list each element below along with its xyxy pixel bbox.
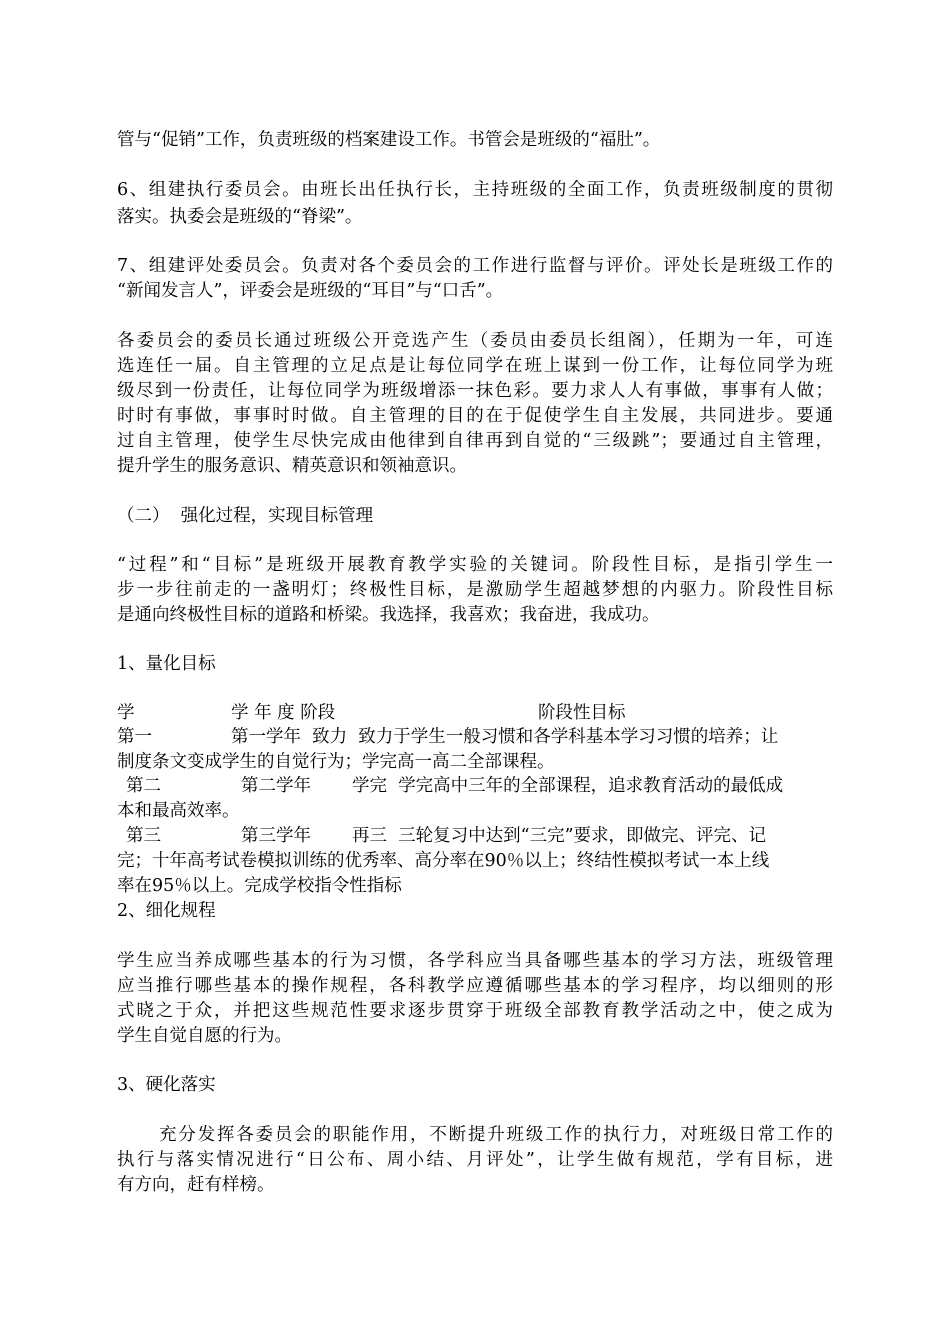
paragraph-line: 充分发挥各委员会的职能作用，不断提升班级工作的执行力，对班级日常工作的 xyxy=(159,1125,833,1145)
paragraph-line: 管与“促销”工作，负责班级的档案建设工作。书管会是班级的“福肚”。 xyxy=(117,130,661,150)
paragraph-line: 7、组建评处委员会。负责对各个委员会的工作进行监督与评价。评处长是班级工作的 xyxy=(117,256,833,276)
paragraph-line: 过自主管理，使学生尽快完成由他律到自律再到自觉的“三级跳”；要通过自主管理， xyxy=(117,431,833,451)
table-cell-continuation: 完；十年高考试卷模拟训练的优秀率、高分率在90％以上；终结性模拟考试一本上线 xyxy=(117,851,770,871)
paragraph-line: 式晓之于众，并把这些规范性要求逐步贯穿于班级全部教育教学活动之中，使之成为 xyxy=(117,1001,833,1021)
table-cell: 第二 xyxy=(126,776,161,796)
table-cell: 学完 学完高中三年的全部课程，追求教育活动的最低成 xyxy=(352,776,784,796)
table-cell: 第三学年 xyxy=(241,826,311,846)
paragraph-line: 选连任一届。自主管理的立足点是让每位同学在班上谋到一份工作，让每位同学为班 xyxy=(117,356,833,376)
subsection-heading: 1、量化目标 xyxy=(117,654,216,674)
paragraph-line: 学生自觉自愿的行为。 xyxy=(117,1026,292,1046)
table-cell: 第一 xyxy=(117,727,152,747)
paragraph-line: 各委员会的委员长通过班级公开竞选产生（委员由委员长组阁），任期为一年，可连 xyxy=(117,331,833,351)
paragraph-line: 步一步往前走的一盏明灯；终极性目标，是激励学生超越梦想的内驱力。阶段性目标 xyxy=(117,580,833,600)
table-cell-continuation: 制度条文变成学生的自觉行为；学完高一高二全部课程。 xyxy=(117,752,555,772)
subsection-heading: 3、硬化落实 xyxy=(117,1075,216,1095)
table-cell: 第二学年 xyxy=(241,776,311,796)
paragraph-line: 学生应当养成哪些基本的行为习惯，各学科应当具备哪些基本的学习方法，班级管理 xyxy=(117,951,833,971)
paragraph-line: 落实。执委会是班级的“脊梁”。 xyxy=(117,207,363,227)
paragraph-line: “新闻发言人”，评委会是班级的“耳目”与“口舌”。 xyxy=(117,281,504,301)
table-cell-continuation: 率在95％以上。完成学校指令性指标 xyxy=(117,876,402,896)
paragraph-line: “过程”和“目标”是班级开展教育教学实验的关键词。阶段性目标，是指引学生一 xyxy=(117,555,833,575)
paragraph-line: 应当推行哪些基本的操作规程，各科教学应遵循哪些基本的学习程序，均以细则的形 xyxy=(117,976,833,996)
paragraph-line: 6、组建执行委员会。由班长出任执行长，主持班级的全面工作，负责班级制度的贯彻 xyxy=(117,180,833,200)
table-header-cell: 阶段性目标 xyxy=(538,703,626,723)
table-cell: 第一学年 致力 致力于学生一般习惯和各学科基本学习习惯的培养；让 xyxy=(231,727,779,747)
subsection-heading: 2、细化规程 xyxy=(117,901,216,921)
table-cell: 再三 三轮复习中达到“三完”要求，即做完、评完、记 xyxy=(352,826,767,846)
table-cell: 第三 xyxy=(126,826,161,846)
paragraph-line: 执行与落实情况进行“日公布、周小结、月评处”，让学生做有规范，学有目标，进 xyxy=(117,1150,833,1170)
paragraph-line: 有方向，赶有样榜。 xyxy=(117,1175,275,1195)
paragraph-line: 级尽到一份责任，让每位同学为班级增添一抹色彩。要力求人人有事做，事事有人做； xyxy=(117,381,833,401)
table-cell-continuation: 本和最高效率。 xyxy=(117,801,240,821)
paragraph-line: 时时有事做，事事时时做。自主管理的目的在于促使学生自主发展，共同进步。要通 xyxy=(117,406,833,426)
table-header-cell: 学 xyxy=(117,703,135,723)
table-header-cell: 学 年 度 阶段 xyxy=(231,703,336,723)
paragraph-line: 提升学生的服务意识、精英意识和领袖意识。 xyxy=(117,456,467,476)
section-heading: （二） 强化过程，实现目标管理 xyxy=(117,506,374,526)
paragraph-line: 是通向终极性目标的道路和桥梁。我选择，我喜欢；我奋进，我成功。 xyxy=(117,605,660,625)
